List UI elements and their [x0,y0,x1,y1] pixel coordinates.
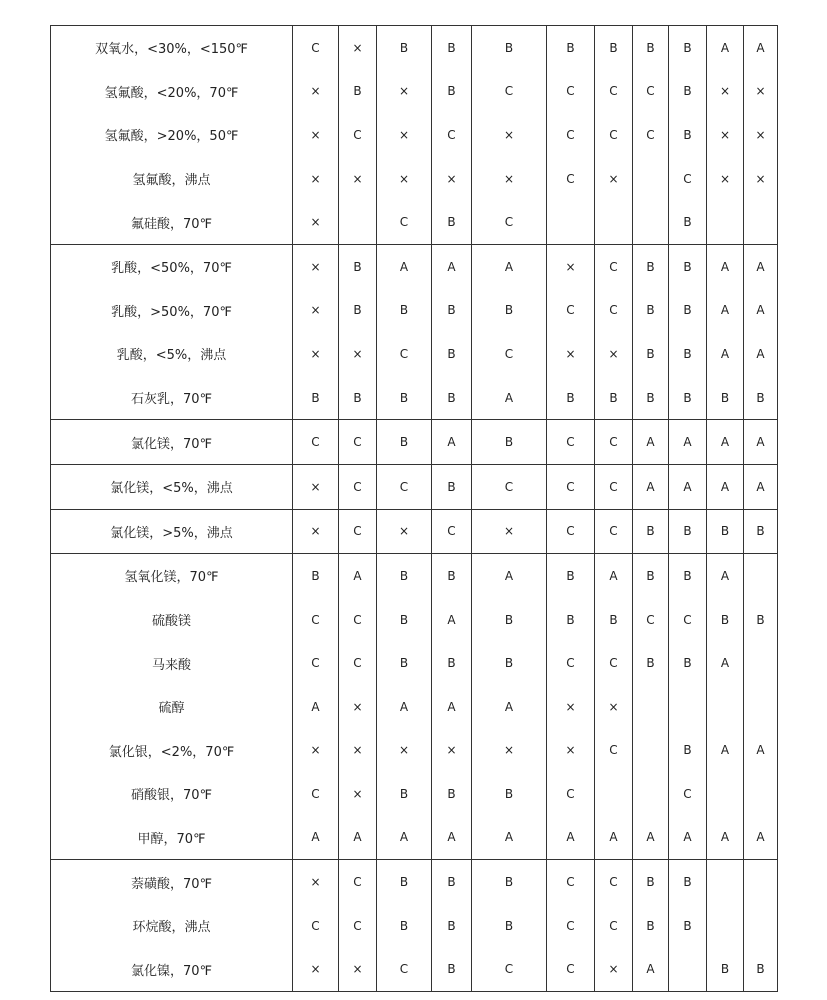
rating-cell: B [669,70,707,114]
rating-cell: × [293,244,339,288]
rating-cell: A [595,816,633,860]
rating-cell [707,200,744,244]
rating-cell: A [744,816,778,860]
rating-cell: B [669,200,707,244]
rating-cell: C [595,860,633,904]
rating-cell [595,200,633,244]
rating-cell: C [339,860,377,904]
table-row [51,420,778,465]
substance-name-cell: 硫醇 [51,685,293,729]
substance-name-cell: 硝酸银，70℉ [51,772,293,816]
rating-cell: × [744,70,778,114]
rating-cell: C [547,860,595,904]
rating-cell: C [339,509,377,554]
rating-cell: B [633,641,669,685]
rating-cell: C [432,509,472,554]
rating-cell: B [707,376,744,420]
rating-cell: C [339,641,377,685]
rating-cell: A [669,816,707,860]
substance-name-cell: 氟硅酸，70℉ [51,200,293,244]
rating-cell: × [293,860,339,904]
rating-cell: × [472,157,547,201]
rating-cell: × [432,729,472,773]
rating-cell: C [547,509,595,554]
rating-cell: C [472,464,547,509]
rating-cell: A [669,464,707,509]
rating-cell: × [377,729,432,773]
substance-name-cell: 氯化镁，>5%，沸点 [51,509,293,554]
rating-cell [339,200,377,244]
rating-cell: A [293,685,339,729]
rating-cell: B [472,598,547,642]
rating-cell: × [744,157,778,201]
rating-cell: A [633,420,669,465]
rating-cell: B [633,554,669,598]
rating-cell: C [293,641,339,685]
rating-cell: C [595,420,633,465]
rating-cell [669,947,707,991]
rating-cell: B [547,598,595,642]
rating-cell: C [633,598,669,642]
rating-cell: A [744,464,778,509]
table-row [51,376,778,420]
rating-cell: B [432,26,472,70]
rating-cell: B [744,947,778,991]
rating-cell: C [547,289,595,333]
rating-cell [707,772,744,816]
rating-cell: × [293,200,339,244]
rating-cell: C [547,772,595,816]
rating-cell: × [293,157,339,201]
substance-name-cell: 氢氟酸，沸点 [51,157,293,201]
rating-cell: C [595,244,633,288]
rating-cell: B [432,772,472,816]
table-row [51,157,778,201]
rating-cell [744,685,778,729]
rating-cell: B [595,26,633,70]
rating-cell: × [595,157,633,201]
rating-cell: B [472,26,547,70]
rating-cell: × [547,332,595,376]
rating-cell: B [432,641,472,685]
rating-cell: A [707,332,744,376]
rating-cell: B [339,70,377,114]
rating-cell: A [377,816,432,860]
rating-cell: × [472,509,547,554]
rating-cell: A [633,947,669,991]
rating-cell: B [669,26,707,70]
table-row [51,26,778,70]
rating-cell: × [339,772,377,816]
rating-cell: × [472,729,547,773]
rating-cell: C [339,113,377,157]
rating-cell: C [377,464,432,509]
rating-cell: A [432,420,472,465]
rating-cell: × [339,157,377,201]
rating-cell: C [547,70,595,114]
rating-cell: × [432,157,472,201]
rating-cell: B [293,376,339,420]
rating-cell: A [472,685,547,729]
rating-cell [707,685,744,729]
rating-cell: B [339,289,377,333]
rating-cell: × [547,244,595,288]
rating-cell: C [595,289,633,333]
rating-cell: A [707,641,744,685]
rating-cell: C [547,947,595,991]
rating-cell: B [633,244,669,288]
rating-cell: B [707,947,744,991]
rating-cell [744,641,778,685]
rating-cell [595,772,633,816]
rating-cell: C [669,598,707,642]
table-row [51,244,778,288]
rating-cell [744,904,778,948]
rating-cell: B [432,860,472,904]
rating-cell: C [339,464,377,509]
rating-cell: × [293,289,339,333]
rating-cell: C [595,70,633,114]
rating-cell [707,904,744,948]
rating-cell: C [377,200,432,244]
rating-cell: × [377,113,432,157]
rating-cell: C [547,464,595,509]
rating-cell: × [293,70,339,114]
rating-cell [707,860,744,904]
rating-cell: × [293,947,339,991]
rating-cell: B [377,904,432,948]
rating-cell: B [669,904,707,948]
rating-cell: B [547,376,595,420]
substance-name-cell: 石灰乳，70℉ [51,376,293,420]
rating-cell [547,200,595,244]
rating-cell: A [472,816,547,860]
rating-cell: C [547,157,595,201]
rating-cell: C [633,70,669,114]
rating-cell: B [432,376,472,420]
rating-cell: B [669,641,707,685]
rating-cell: B [707,598,744,642]
rating-cell: A [293,816,339,860]
table-body [51,26,778,992]
rating-cell: C [339,904,377,948]
rating-cell: × [339,26,377,70]
rating-cell: × [293,729,339,773]
rating-cell: B [669,113,707,157]
table-row [51,641,778,685]
rating-cell: A [707,816,744,860]
rating-cell [633,685,669,729]
rating-cell: C [547,113,595,157]
rating-cell: B [669,289,707,333]
rating-cell: B [669,332,707,376]
rating-cell: C [595,641,633,685]
rating-cell: B [432,332,472,376]
rating-cell [669,685,707,729]
rating-cell: A [707,289,744,333]
rating-cell: × [595,947,633,991]
rating-cell: A [339,554,377,598]
rating-cell: B [633,332,669,376]
rating-cell: B [595,376,633,420]
rating-cell: × [707,70,744,114]
rating-cell: C [293,772,339,816]
rating-cell: × [547,685,595,729]
table-row [51,113,778,157]
table-row [51,772,778,816]
rating-cell: B [744,376,778,420]
rating-cell: A [472,244,547,288]
rating-cell: × [339,729,377,773]
rating-cell: B [744,509,778,554]
rating-cell: B [472,772,547,816]
rating-cell: A [744,289,778,333]
rating-cell: B [377,26,432,70]
rating-cell: C [432,113,472,157]
rating-cell: B [669,729,707,773]
rating-cell: C [633,113,669,157]
rating-cell: B [472,289,547,333]
rating-cell: B [377,772,432,816]
substance-name-cell: 马来酸 [51,641,293,685]
rating-cell: B [377,554,432,598]
rating-cell: B [432,904,472,948]
rating-cell: C [339,598,377,642]
rating-cell: C [669,157,707,201]
rating-cell: A [595,554,633,598]
rating-cell: A [744,729,778,773]
rating-cell: A [707,729,744,773]
rating-cell: × [293,509,339,554]
rating-cell: A [707,420,744,465]
rating-cell: × [377,509,432,554]
rating-cell: A [377,685,432,729]
table-row [51,332,778,376]
rating-cell: B [339,244,377,288]
rating-cell: B [432,554,472,598]
substance-name-cell: 环烷酸，沸点 [51,904,293,948]
rating-cell: C [472,947,547,991]
rating-cell: B [633,26,669,70]
rating-cell: C [595,113,633,157]
rating-cell: A [432,598,472,642]
rating-cell: A [669,420,707,465]
substance-name-cell: 氯化镍，70℉ [51,947,293,991]
rating-cell: B [432,464,472,509]
rating-cell: A [377,244,432,288]
substance-name-cell: 乳酸，>50%，70℉ [51,289,293,333]
rating-cell: B [633,904,669,948]
rating-cell: A [633,816,669,860]
rating-cell: C [595,729,633,773]
rating-cell: C [293,420,339,465]
rating-cell: A [744,420,778,465]
rating-cell: C [293,26,339,70]
table-row [51,947,778,991]
table-row [51,200,778,244]
rating-cell [744,200,778,244]
rating-cell: C [339,420,377,465]
rating-cell: C [547,904,595,948]
rating-cell: C [472,70,547,114]
rating-cell: A [744,332,778,376]
substance-name-cell: 萘磺酸，70℉ [51,860,293,904]
rating-cell: B [377,860,432,904]
rating-cell [744,860,778,904]
substance-name-cell: 乳酸，<50%，70℉ [51,244,293,288]
rating-cell: A [707,554,744,598]
rating-cell: B [669,244,707,288]
rating-cell: C [293,598,339,642]
substance-name-cell: 氢氟酸，>20%，50℉ [51,113,293,157]
rating-cell: A [472,554,547,598]
rating-cell: B [377,420,432,465]
substance-name-cell: 双氧水，<30%，<150℉ [51,26,293,70]
rating-cell: × [707,157,744,201]
rating-cell: × [293,113,339,157]
rating-cell: A [432,244,472,288]
substance-name-cell: 氢氧化镁，70℉ [51,554,293,598]
rating-cell: × [595,685,633,729]
rating-cell: × [595,332,633,376]
rating-cell: C [377,947,432,991]
rating-cell [633,729,669,773]
substance-name-cell: 硫酸镁 [51,598,293,642]
substance-name-cell: 乳酸，<5%，沸点 [51,332,293,376]
rating-cell: A [707,26,744,70]
rating-cell [633,200,669,244]
rating-cell: B [547,554,595,598]
rating-cell: × [377,157,432,201]
substance-name-cell: 氯化镁，70℉ [51,420,293,465]
rating-cell: B [744,598,778,642]
rating-cell: B [472,860,547,904]
rating-cell [633,157,669,201]
rating-cell: B [432,70,472,114]
corrosion-resistance-table [50,25,778,992]
rating-cell: A [744,26,778,70]
rating-cell: × [293,332,339,376]
rating-cell: B [669,376,707,420]
rating-cell: C [547,641,595,685]
rating-cell: C [595,464,633,509]
rating-cell: C [669,772,707,816]
rating-cell: B [293,554,339,598]
rating-cell: × [339,947,377,991]
table-row [51,904,778,948]
rating-cell: C [377,332,432,376]
rating-cell: B [377,598,432,642]
table-row [51,70,778,114]
table-row [51,554,778,598]
table-row [51,464,778,509]
substance-name-cell: 氯化镁，<5%，沸点 [51,464,293,509]
rating-cell: B [669,554,707,598]
table-row [51,860,778,904]
table-row [51,598,778,642]
table-row [51,816,778,860]
rating-cell: B [633,376,669,420]
rating-cell: A [339,816,377,860]
rating-cell: B [669,860,707,904]
rating-cell: B [377,641,432,685]
rating-cell: B [472,420,547,465]
rating-cell: A [432,816,472,860]
rating-cell: C [293,904,339,948]
rating-cell: B [472,641,547,685]
rating-cell: B [432,947,472,991]
rating-cell: B [633,860,669,904]
rating-cell: A [744,244,778,288]
rating-cell: × [744,113,778,157]
rating-cell: B [432,200,472,244]
rating-cell: C [472,332,547,376]
rating-cell: A [432,685,472,729]
table-row [51,685,778,729]
rating-cell: × [472,113,547,157]
rating-cell: × [339,332,377,376]
rating-cell: × [547,729,595,773]
rating-cell: × [293,464,339,509]
rating-cell [633,772,669,816]
rating-cell: B [377,376,432,420]
rating-cell: B [547,26,595,70]
rating-cell: B [595,598,633,642]
table-row [51,289,778,333]
table-row [51,509,778,554]
rating-cell: B [339,376,377,420]
rating-cell: × [707,113,744,157]
substance-name-cell: 氯化银，<2%，70℉ [51,729,293,773]
rating-cell: A [707,244,744,288]
substance-name-cell: 甲醇，70℉ [51,816,293,860]
rating-cell: × [339,685,377,729]
table-row [51,729,778,773]
rating-cell: B [472,904,547,948]
rating-cell: A [547,816,595,860]
rating-cell: A [707,464,744,509]
rating-cell: C [547,420,595,465]
rating-cell: B [707,509,744,554]
rating-cell: A [633,464,669,509]
rating-cell: B [633,509,669,554]
rating-cell: B [377,289,432,333]
corrosion-resistance-table-container [50,25,778,992]
rating-cell: B [669,509,707,554]
substance-name-cell: 氢氟酸，<20%，70℉ [51,70,293,114]
rating-cell: C [595,509,633,554]
rating-cell: × [377,70,432,114]
rating-cell: A [472,376,547,420]
rating-cell: B [633,289,669,333]
rating-cell: C [595,904,633,948]
rating-cell [744,772,778,816]
rating-cell [744,554,778,598]
rating-cell: C [472,200,547,244]
rating-cell: B [432,289,472,333]
